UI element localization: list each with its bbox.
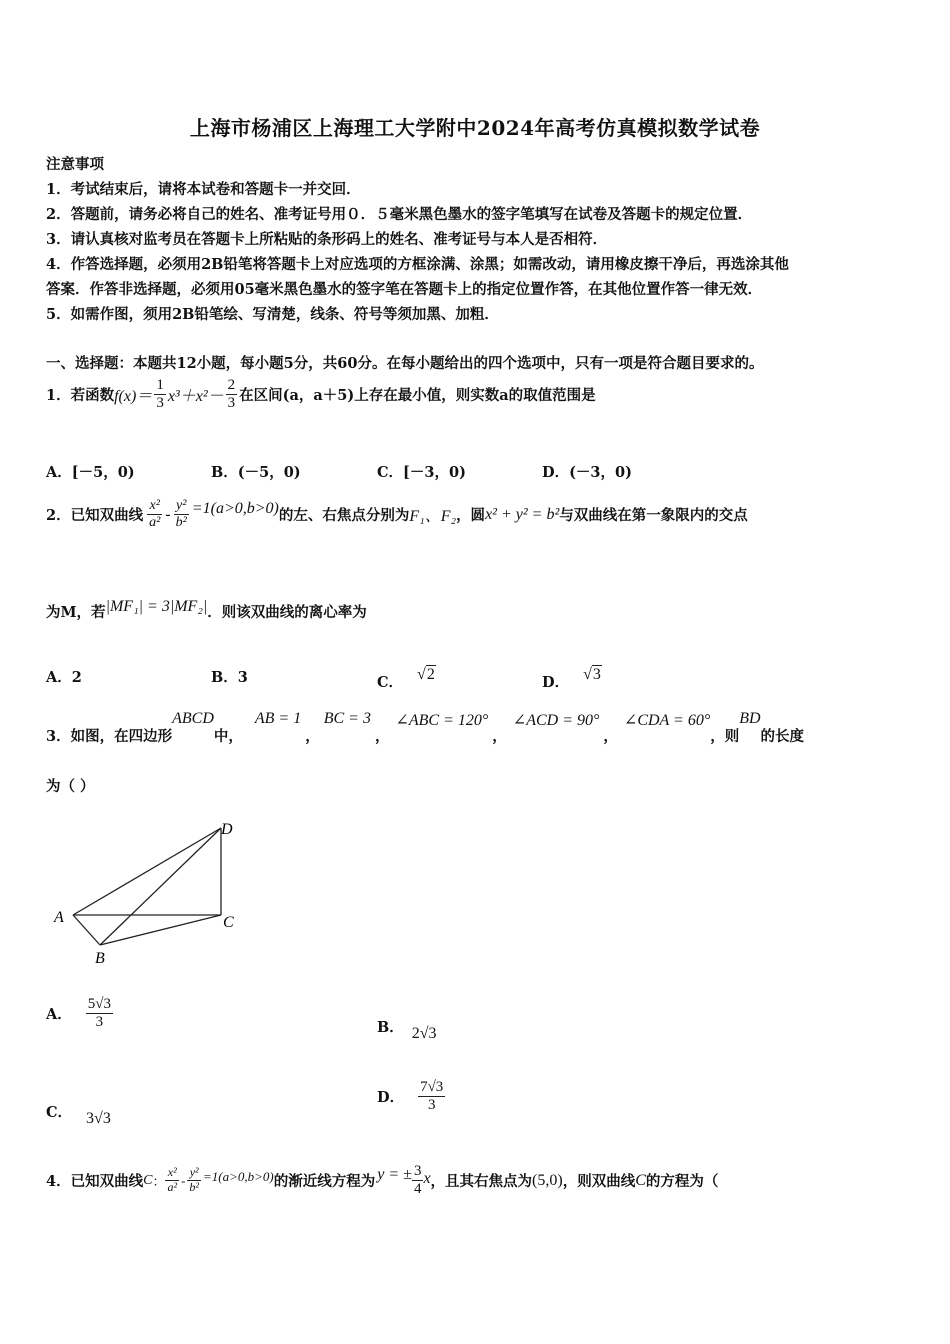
q4-text3: ，则双曲线: [562, 1173, 636, 1191]
q3-option-c-value: 3√3: [86, 1110, 111, 1127]
q3-option-d: [377, 1079, 445, 1115]
q1-option-d: D．(－3，0): [542, 464, 632, 481]
q2-option-c-radicand: 2: [426, 666, 435, 683]
q3-cond-acd: ∠ACD = 90°: [512, 712, 600, 729]
notice-item: 5．如需作图，须用2B铅笔绘、写清楚，线条、符号等须加黑、加粗．: [46, 306, 499, 323]
q3-line2: 为（ ）: [46, 778, 95, 795]
q3-option-b-value: 2√3: [411, 1025, 437, 1042]
page-title: 上海市杨浦区上海理工大学附中2024年高考仿真模拟数学试卷: [189, 116, 761, 140]
q1-tail: 在区间(a，a＋5)上存在最小值，则实数a的取值范围是: [239, 387, 596, 405]
q4-minus: -: [181, 1172, 186, 1188]
q4-text2: ，且其右焦点为: [430, 1173, 533, 1191]
q1-mid: x³＋x²－: [167, 388, 224, 406]
notice-item: 4．作答选择题，必须用2B铅笔将答题卡上对应选项的方框涂满、涂黑；如需改动，请用橡皮擦干净后，再选涂其他: [46, 256, 789, 273]
segment-ab: [73, 915, 100, 945]
label-b: B: [95, 950, 105, 967]
q3-option-c-label: C．: [46, 1104, 73, 1121]
q2-frac-x-num: x²: [147, 498, 162, 515]
q3-text2: ，则: [710, 728, 740, 745]
q2-frac-x: [147, 498, 162, 531]
q2-option-c-value: √2: [417, 666, 435, 683]
q2-option-d: [542, 666, 602, 692]
q3-option-d-label: D．: [377, 1089, 405, 1107]
q3-figure: [45, 815, 245, 975]
q2-foci: F₁、F₂: [409, 508, 457, 526]
q1-frac1-num: 1: [154, 377, 166, 395]
question-2: [46, 498, 748, 531]
q2-frac-y-num: y²: [174, 498, 189, 515]
q3-option-b: [377, 1016, 437, 1042]
q3-cond-bc: BC = 3: [323, 710, 371, 727]
q4-text1: 的渐近线方程为: [273, 1173, 376, 1191]
q2-frac-y: [174, 498, 189, 531]
q2-eq: =1(a>0,b>0): [191, 499, 279, 517]
question-3: [46, 710, 804, 746]
q4-frac-y: [187, 1166, 201, 1195]
q1-frac1: [154, 377, 166, 413]
q4-curve-ref: C: [635, 1171, 646, 1189]
q2-option-b: B．3: [211, 669, 248, 686]
q3-text3: 的长度: [760, 728, 805, 745]
q2-option-c: [377, 666, 436, 692]
notice-item: 2．答题前，请务必将自己的姓名、准考证号用０．５毫米黑色墨水的签字笔填写在试卷及答题卡的规定位置．: [46, 206, 753, 223]
q1-lead: 1．若函数: [46, 387, 115, 405]
q3-option-a: [46, 996, 113, 1032]
q3-lead: 3．如图，在四边形: [46, 728, 173, 745]
notice-item: 3．请认真核对监考员在答题卡上所粘贴的条形码上的姓名、准考证号与本人是否相符．: [46, 231, 608, 248]
q4-text4: 的方程为（: [645, 1173, 719, 1191]
q1-fx: f(x)＝: [114, 388, 153, 406]
q1-frac2-den: 3: [227, 395, 236, 412]
q3-cond-cda: ∠CDA = 60°: [623, 712, 711, 729]
q1-frac2-num: 2: [226, 377, 238, 395]
q4-asym-frac: [412, 1163, 424, 1199]
q1-frac1-den: 3: [156, 395, 164, 412]
q3-comma: ，: [374, 728, 390, 745]
q3-option-d-frac: [418, 1079, 445, 1115]
notice-item: 1．考试结束后，请将本试卷和答题卡一并交回．: [46, 181, 361, 198]
q4-frac-x-num: x²: [165, 1166, 179, 1181]
q2-option-d-label: D．: [542, 674, 570, 691]
question-2-line2: [46, 598, 367, 622]
q1-option-b: B．(－5，0): [211, 464, 301, 481]
q4-asym-num: 3: [412, 1163, 424, 1181]
label-a: A: [54, 909, 64, 926]
q3-option-b-label: B．: [377, 1019, 404, 1036]
q4-frac-x-den: a²: [167, 1180, 178, 1195]
segment-bc: [100, 915, 221, 945]
segment-bd: [100, 828, 221, 945]
q2-frac-x-den: a²: [149, 515, 161, 531]
section-heading: 一、选择题：本题共12小题，每小题5分，共60分。在每小题给出的四个选项中，只有一项是符合题目要求的。: [46, 355, 764, 372]
q3-option-a-frac: [86, 996, 113, 1032]
label-d: D: [221, 821, 233, 838]
q2-option-d-value: √3: [583, 666, 601, 683]
q4-lead: 4．已知双曲线: [46, 1173, 144, 1191]
question-1: [46, 377, 596, 413]
q4-asym-den: 4: [413, 1181, 422, 1198]
q3-option-a-den: 3: [95, 1014, 104, 1031]
q3-comma: ，: [603, 728, 618, 745]
q2-frac-y-den: b²: [175, 515, 187, 531]
q3-text1: 中，: [213, 728, 243, 745]
label-c: C: [223, 914, 234, 931]
q2-option-d-radicand: 3: [592, 666, 601, 683]
q3-cond-ab: AB = 1: [254, 710, 302, 727]
q4-frac-x: [165, 1166, 179, 1195]
q4-frac-y-num: y²: [187, 1166, 201, 1181]
q3-comma: ，: [305, 728, 320, 745]
q2-line2-tail: ．则该双曲线的离心率为: [207, 604, 367, 621]
q3-bd: BD: [739, 710, 761, 727]
q4-curve: C: [143, 1172, 153, 1188]
q3-shape: ABCD: [172, 710, 214, 727]
q3-comma: ，: [492, 728, 507, 745]
q2-condition: |MF₁| = 3|MF₂|: [105, 598, 208, 615]
q4-focus: (5,0): [532, 1171, 563, 1189]
q4-frac-y-den: b²: [189, 1180, 200, 1195]
q4-asym-lead: y = ±: [377, 1165, 412, 1183]
q3-option-d-den: 3: [427, 1097, 436, 1114]
q2-option-a: A．2: [46, 669, 82, 686]
q3-option-a-label: A．: [46, 1006, 72, 1024]
q4-colon: ：: [152, 1174, 166, 1190]
q1-option-a: A．[－5，0): [46, 464, 135, 481]
q3-option-d-num: 7√3: [418, 1079, 445, 1097]
q3-option-a-num: 5√3: [86, 996, 113, 1014]
q2-lead: 2．已知双曲线: [46, 507, 144, 525]
q2-circle: x² + y² = b²: [485, 505, 560, 523]
notice-heading: 注意事项: [46, 156, 104, 173]
q3-option-c: [46, 1101, 111, 1127]
q4-asym-x: x: [423, 1169, 431, 1187]
q2-text3: 与双曲线在第一象限内的交点: [559, 507, 748, 525]
q2-option-c-label: C．: [377, 674, 404, 691]
q2-minus: -: [165, 505, 171, 523]
q2-text2: ，圆: [456, 507, 486, 525]
q2-text1: 的左、右焦点分别为: [278, 507, 410, 525]
q1-option-c: C．[－3，0): [377, 464, 466, 481]
q1-frac2: [226, 377, 238, 413]
question-4: [46, 1163, 718, 1199]
q3-cond-abc: ∠ABC = 120°: [395, 712, 489, 729]
q4-eq: =1(a>0,b>0): [203, 1168, 274, 1184]
notice-item: 答案．作答非选择题，必须用05毫米黑色墨水的签字笔在答题卡上的指定位置作答，在其他位置作答一律无效．: [46, 281, 763, 298]
q2-line2-lead: 为M，若: [46, 604, 106, 621]
segment-ad: [73, 828, 221, 915]
